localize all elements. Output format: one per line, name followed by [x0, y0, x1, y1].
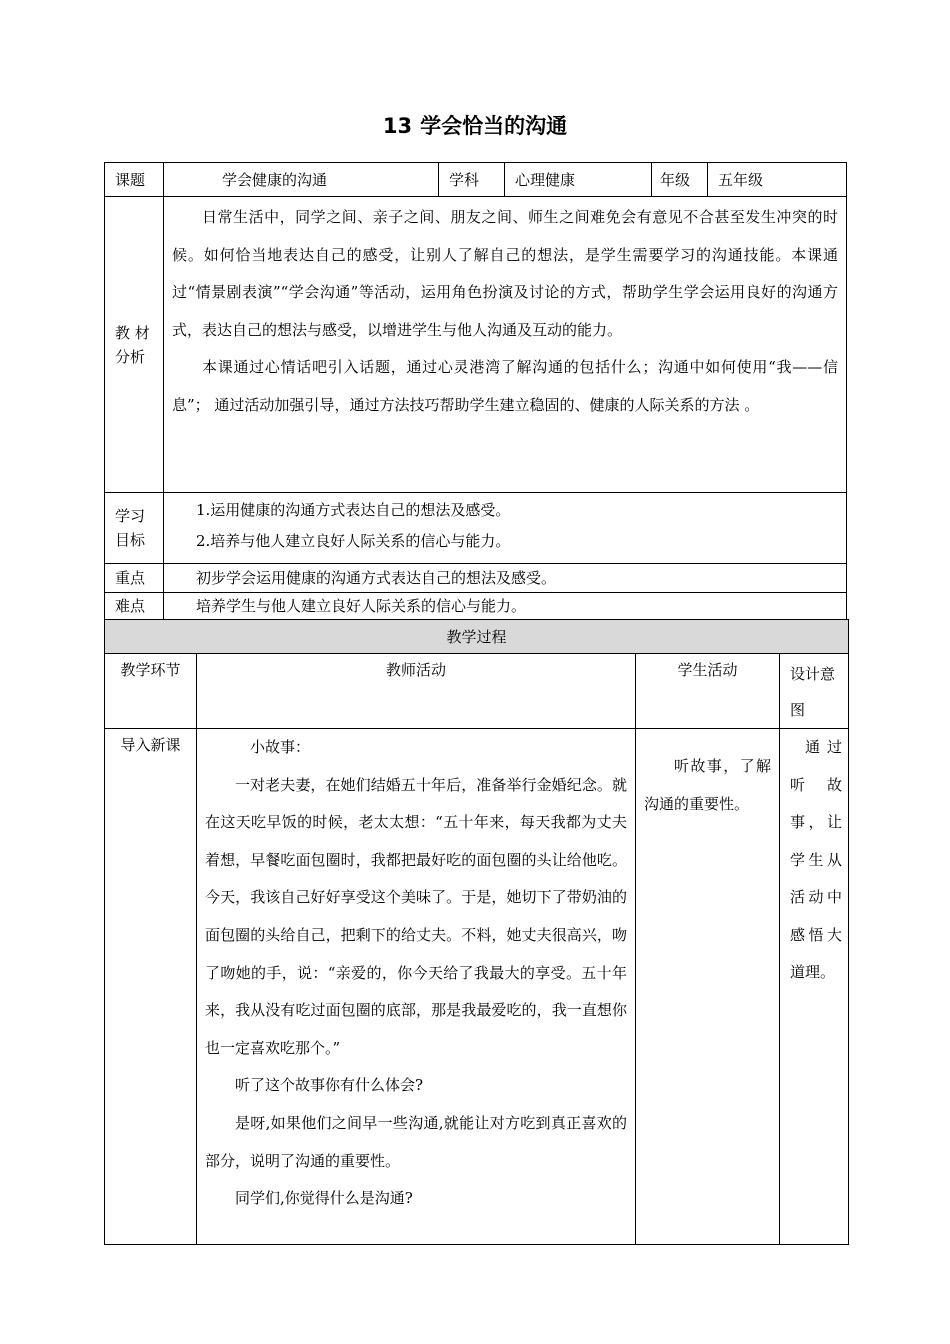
difficulty-label: 难点: [105, 593, 164, 620]
goals-content: [164, 493, 847, 564]
intro-row: [105, 729, 849, 1245]
key-label: 重点: [105, 564, 164, 593]
document-title: [0, 110, 950, 140]
lesson-info-table: [104, 162, 847, 620]
difficulty-value: 培养学生与他人建立良好人际关系的信心与能力。: [164, 593, 847, 620]
difficulty-row: [105, 593, 847, 620]
teacher-activity-cell: [197, 729, 636, 1245]
story-title: 小故事：: [250, 738, 311, 756]
goals-row: [105, 493, 847, 564]
goal-item-1: 1.运用健康的沟通方式表达自己的想法及感受。: [196, 501, 511, 519]
subject-value: 心理健康: [505, 163, 652, 197]
design-intent-text: 通过听故事，让学生从活动中感悟大道理。: [790, 738, 843, 981]
key-value: 初步学会运用健康的沟通方式表达自己的想法及感受。: [164, 564, 847, 593]
process-header-row: [105, 620, 849, 654]
col-stage-header: 教学环节: [105, 654, 197, 729]
analysis-row: [105, 197, 847, 493]
info-row: [105, 163, 847, 197]
answer-1: 是呀,如果他们之间早一些沟通,就能让对方吃到真正喜欢的部分，说明了沟通的重要性。: [205, 1113, 627, 1170]
analysis-paragraph-1: 日常生活中，同学之间、亲子之间、朋友之间、师生之间难免会有意见不合甚至发生冲突的时候。如何恰当地表达自己的感受，让别人了解自己的想法，是学生需要学习的沟通技能。本课通过“情景剧表演”“学会沟通”等活动，运用角色扮演及讨论的方式，帮助学生学会运用良好的沟通方式，表达自己的想法与感受，以增进学生与他人沟通及互动的能力。: [172, 208, 838, 339]
grade-value: 五年级: [708, 163, 847, 197]
column-header-row: [105, 654, 849, 729]
topic-label: 课题: [105, 163, 164, 197]
student-activity-text: 听故事，了解沟通的重要性。: [644, 757, 771, 813]
process-header: 教学过程: [105, 620, 849, 654]
goal-item-2: 2.培养与他人建立良好人际关系的信心与能力。: [196, 532, 511, 550]
analysis-label: 教 材分析: [105, 197, 164, 493]
design-intent-cell: [780, 729, 849, 1245]
goals-label: 学习目标: [105, 493, 164, 564]
teaching-process-table: [104, 619, 849, 1245]
question-2: 同学们,你觉得什么是沟通?: [235, 1189, 413, 1208]
topic-value: 学会健康的沟通: [164, 163, 439, 197]
title-number: 13: [382, 114, 413, 138]
analysis-content: [164, 197, 847, 493]
student-activity-cell: [636, 729, 780, 1245]
col-teacher-header: 教师活动: [197, 654, 636, 729]
title-text: 学会恰当的沟通: [420, 114, 568, 138]
subject-label: 学科: [439, 163, 505, 197]
analysis-paragraph-2: 本课通过心情话吧引入话题，通过心灵港湾了解沟通的包括什么；沟通中如何使用“我——信息”； 通过活动加强引导，通过方法技巧帮助学生建立稳固的、健康的人际关系的方法 。: [172, 358, 838, 414]
key-row: [105, 564, 847, 593]
story-paragraph: 一对老夫妻，在她们结婚五十年后，准备举行金婚纪念。就在这天吃早饭的时候，老太太想：“五十年来，每天我都为丈夫着想，早餐吃面包圈时，我都把最好吃的面包圈的头让给他吃。今天，我该自己好好享受这个美味了。于是，她切下了带奶油的面包圈的头给自己，把剩下的给丈夫。不料，她丈夫很高兴，吻了吻她的手，说：“亲爱的，你今天给了我最大的享受。五十年来，我从没有吃过面包圈的底部，那是我最爱吃的，我一直想你也一定喜欢吃那个。”: [205, 775, 627, 1057]
stage-cell: 导入新课: [105, 729, 197, 1245]
col-student-header: 学生活动: [636, 654, 780, 729]
grade-label: 年级: [652, 163, 708, 197]
col-design-header: 设计意图: [780, 654, 849, 729]
question-1: 听了这个故事你有什么体会?: [235, 1076, 424, 1095]
